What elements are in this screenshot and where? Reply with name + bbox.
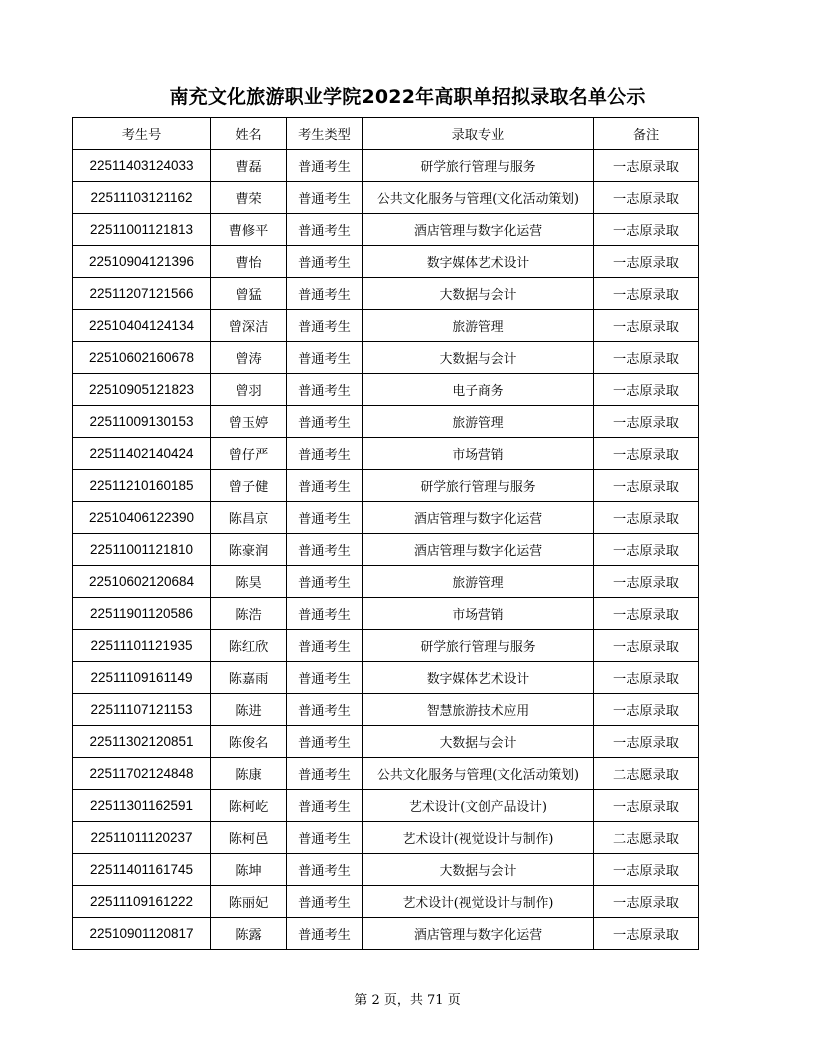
cell-major: 大数据与会计 [363, 278, 594, 310]
cell-student-id: 22511103121162 [73, 182, 211, 214]
cell-note: 一志原录取 [594, 566, 699, 598]
cell-major: 电子商务 [363, 374, 594, 406]
header-type: 考生类型 [287, 118, 363, 150]
cell-major: 公共文化服务与管理(文化活动策划) [363, 182, 594, 214]
table-row [73, 374, 699, 406]
cell-note: 一志原录取 [594, 406, 699, 438]
cell-student-id: 22511402140424 [73, 438, 211, 470]
cell-major: 大数据与会计 [363, 726, 594, 758]
table-row [73, 406, 699, 438]
cell-student-id: 22511109161149 [73, 662, 211, 694]
cell-major: 酒店管理与数字化运营 [363, 502, 594, 534]
cell-major: 公共文化服务与管理(文化活动策划) [363, 758, 594, 790]
cell-student-type: 普通考生 [287, 278, 363, 310]
cell-name: 曾子健 [211, 470, 287, 502]
cell-student-type: 普通考生 [287, 918, 363, 950]
cell-name: 曾猛 [211, 278, 287, 310]
table-row [73, 726, 699, 758]
cell-student-type: 普通考生 [287, 630, 363, 662]
cell-note: 一志原录取 [594, 918, 699, 950]
cell-student-id: 22511210160185 [73, 470, 211, 502]
cell-major: 艺术设计(视觉设计与制作) [363, 822, 594, 854]
table-row [73, 342, 699, 374]
table-header-row [73, 118, 699, 150]
cell-student-id: 22511702124848 [73, 758, 211, 790]
cell-major: 艺术设计(文创产品设计) [363, 790, 594, 822]
cell-student-type: 普通考生 [287, 822, 363, 854]
table-row [73, 438, 699, 470]
cell-student-id: 22511207121566 [73, 278, 211, 310]
cell-note: 一志原录取 [594, 662, 699, 694]
cell-major: 大数据与会计 [363, 342, 594, 374]
cell-note: 一志原录取 [594, 438, 699, 470]
cell-student-id: 22511301162591 [73, 790, 211, 822]
cell-note: 一志原录取 [594, 630, 699, 662]
cell-student-type: 普通考生 [287, 214, 363, 246]
cell-student-type: 普通考生 [287, 534, 363, 566]
footer-page-unit: 页，共 [383, 993, 423, 1008]
cell-name: 陈俊名 [211, 726, 287, 758]
cell-student-id: 22511101121935 [73, 630, 211, 662]
cell-note: 二志愿录取 [594, 758, 699, 790]
cell-name: 陈红欣 [211, 630, 287, 662]
cell-note: 一志原录取 [594, 726, 699, 758]
table-row [73, 502, 699, 534]
cell-major: 酒店管理与数字化运营 [363, 534, 594, 566]
table-row [73, 566, 699, 598]
header-major: 录取专业 [363, 118, 594, 150]
cell-major: 研学旅行管理与服务 [363, 470, 594, 502]
cell-name: 陈昊 [211, 566, 287, 598]
cell-major: 数字媒体艺术设计 [363, 662, 594, 694]
cell-student-type: 普通考生 [287, 310, 363, 342]
cell-student-type: 普通考生 [287, 566, 363, 598]
cell-student-id: 22511302120851 [73, 726, 211, 758]
footer-total-unit: 页 [447, 993, 461, 1008]
table-row [73, 662, 699, 694]
cell-major: 旅游管理 [363, 406, 594, 438]
table-body [73, 150, 699, 950]
cell-major: 旅游管理 [363, 566, 594, 598]
cell-note: 二志愿录取 [594, 822, 699, 854]
header-note: 备注 [594, 118, 699, 150]
table-row [73, 182, 699, 214]
cell-student-id: 22510406122390 [73, 502, 211, 534]
cell-student-type: 普通考生 [287, 726, 363, 758]
cell-student-id: 22511401161745 [73, 854, 211, 886]
cell-student-type: 普通考生 [287, 662, 363, 694]
header-id: 考生号 [73, 118, 211, 150]
cell-note: 一志原录取 [594, 886, 699, 918]
cell-student-type: 普通考生 [287, 502, 363, 534]
cell-student-type: 普通考生 [287, 342, 363, 374]
cell-student-type: 普通考生 [287, 854, 363, 886]
cell-student-id: 22511001121810 [73, 534, 211, 566]
footer-total-pages: 71 [427, 993, 444, 1008]
cell-student-type: 普通考生 [287, 246, 363, 278]
cell-name: 陈康 [211, 758, 287, 790]
cell-student-type: 普通考生 [287, 406, 363, 438]
cell-student-type: 普通考生 [287, 694, 363, 726]
cell-note: 一志原录取 [594, 246, 699, 278]
cell-major: 智慧旅游技术应用 [363, 694, 594, 726]
cell-student-id: 22510602120684 [73, 566, 211, 598]
table-row [73, 214, 699, 246]
cell-student-id: 22511009130153 [73, 406, 211, 438]
cell-note: 一志原录取 [594, 374, 699, 406]
cell-name: 曹磊 [211, 150, 287, 182]
cell-name: 曾涛 [211, 342, 287, 374]
table-row [73, 918, 699, 950]
table-row [73, 534, 699, 566]
cell-note: 一志原录取 [594, 278, 699, 310]
cell-name: 曾羽 [211, 374, 287, 406]
cell-student-id: 22511001121813 [73, 214, 211, 246]
cell-student-id: 22511403124033 [73, 150, 211, 182]
cell-student-type: 普通考生 [287, 598, 363, 630]
header-name: 姓名 [211, 118, 287, 150]
cell-major: 研学旅行管理与服务 [363, 630, 594, 662]
cell-student-id: 22510602160678 [73, 342, 211, 374]
table-row [73, 694, 699, 726]
cell-student-type: 普通考生 [287, 758, 363, 790]
cell-student-id: 22511109161222 [73, 886, 211, 918]
cell-note: 一志原录取 [594, 182, 699, 214]
table-row [73, 470, 699, 502]
cell-student-type: 普通考生 [287, 790, 363, 822]
table-row [73, 822, 699, 854]
cell-major: 市场营销 [363, 438, 594, 470]
table-row [73, 790, 699, 822]
cell-note: 一志原录取 [594, 694, 699, 726]
cell-name: 陈柯屹 [211, 790, 287, 822]
cell-note: 一志原录取 [594, 854, 699, 886]
cell-student-id: 22511107121153 [73, 694, 211, 726]
cell-student-type: 普通考生 [287, 374, 363, 406]
cell-note: 一志原录取 [594, 790, 699, 822]
cell-name: 陈坤 [211, 854, 287, 886]
cell-student-type: 普通考生 [287, 886, 363, 918]
cell-name: 曹荣 [211, 182, 287, 214]
footer-page-number: 2 [371, 993, 380, 1008]
admission-table [72, 117, 699, 950]
cell-student-type: 普通考生 [287, 470, 363, 502]
table-row [73, 278, 699, 310]
cell-note: 一志原录取 [594, 310, 699, 342]
cell-note: 一志原录取 [594, 502, 699, 534]
cell-name: 陈豪润 [211, 534, 287, 566]
cell-note: 一志原录取 [594, 342, 699, 374]
cell-name: 曾玉婷 [211, 406, 287, 438]
cell-major: 艺术设计(视觉设计与制作) [363, 886, 594, 918]
page-footer [0, 989, 815, 1008]
cell-name: 曹修平 [211, 214, 287, 246]
cell-student-id: 22510404124134 [73, 310, 211, 342]
cell-major: 酒店管理与数字化运营 [363, 918, 594, 950]
table-row [73, 150, 699, 182]
cell-student-id: 22511901120586 [73, 598, 211, 630]
cell-name: 陈昌京 [211, 502, 287, 534]
cell-major: 酒店管理与数字化运营 [363, 214, 594, 246]
cell-major: 市场营销 [363, 598, 594, 630]
table-row [73, 630, 699, 662]
cell-note: 一志原录取 [594, 534, 699, 566]
cell-student-type: 普通考生 [287, 438, 363, 470]
cell-name: 陈柯邑 [211, 822, 287, 854]
table-row [73, 886, 699, 918]
cell-name: 陈浩 [211, 598, 287, 630]
table-row [73, 854, 699, 886]
cell-major: 旅游管理 [363, 310, 594, 342]
cell-student-id: 22511011120237 [73, 822, 211, 854]
cell-student-type: 普通考生 [287, 182, 363, 214]
cell-note: 一志原录取 [594, 470, 699, 502]
cell-name: 陈露 [211, 918, 287, 950]
cell-name: 陈丽妃 [211, 886, 287, 918]
cell-major: 研学旅行管理与服务 [363, 150, 594, 182]
cell-major: 数字媒体艺术设计 [363, 246, 594, 278]
cell-student-id: 22510905121823 [73, 374, 211, 406]
cell-major: 大数据与会计 [363, 854, 594, 886]
cell-student-id: 22510901120817 [73, 918, 211, 950]
table-row [73, 598, 699, 630]
footer-prefix: 第 [354, 993, 368, 1008]
table-row [73, 246, 699, 278]
cell-note: 一志原录取 [594, 150, 699, 182]
table-row [73, 310, 699, 342]
cell-name: 陈嘉雨 [211, 662, 287, 694]
cell-note: 一志原录取 [594, 214, 699, 246]
cell-name: 曾仔严 [211, 438, 287, 470]
cell-student-type: 普通考生 [287, 150, 363, 182]
cell-name: 曾深洁 [211, 310, 287, 342]
cell-name: 陈进 [211, 694, 287, 726]
cell-student-id: 22510904121396 [73, 246, 211, 278]
page-title: 南充文化旅游职业学院2022年高职单招拟录取名单公示 [169, 86, 646, 108]
cell-name: 曹怡 [211, 246, 287, 278]
cell-note: 一志原录取 [594, 598, 699, 630]
table-row [73, 758, 699, 790]
